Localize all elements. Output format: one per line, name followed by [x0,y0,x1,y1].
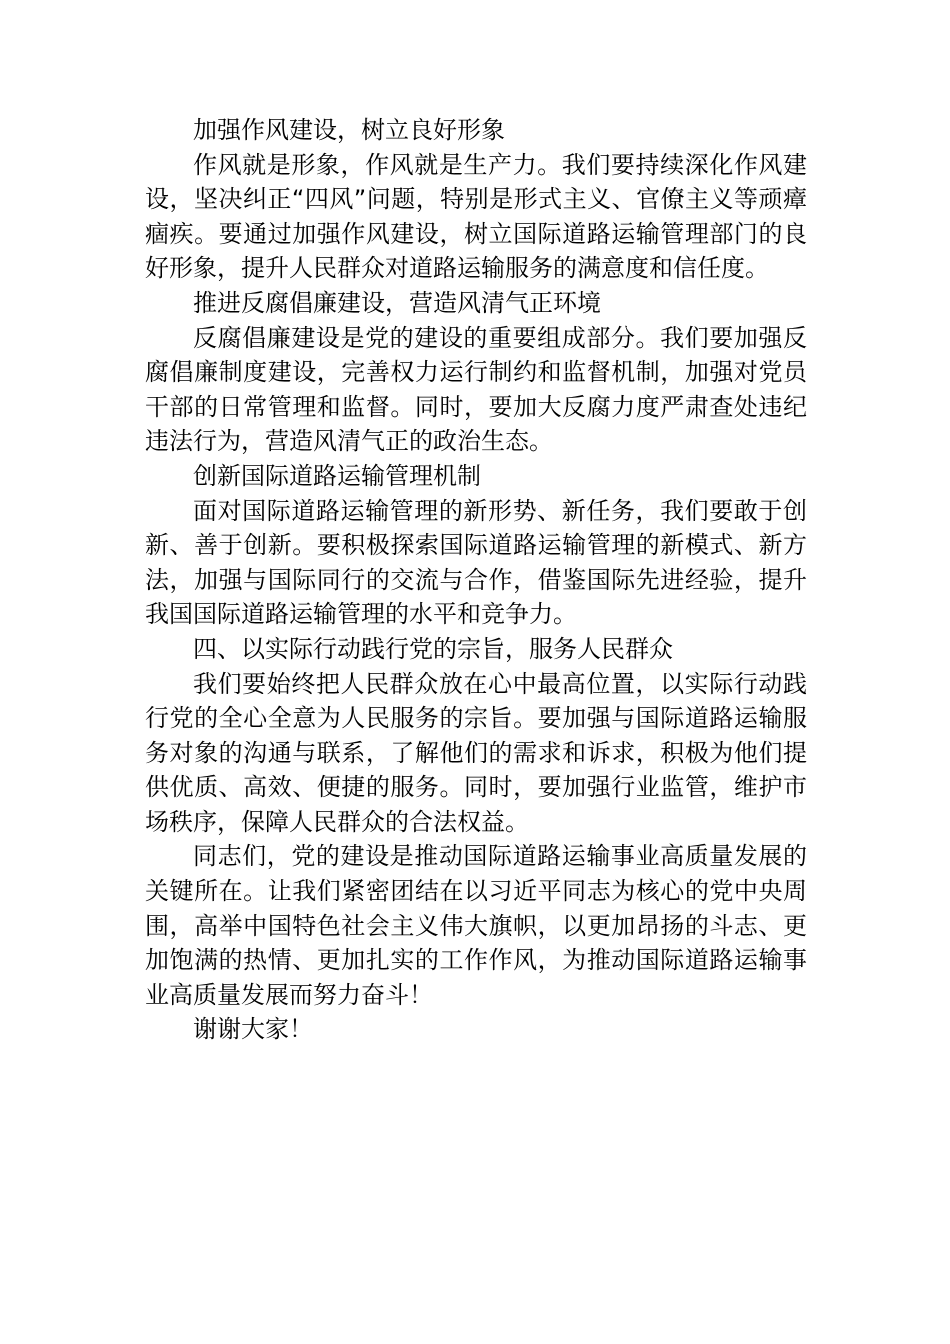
closing-thanks: 谢谢大家！ [193,1015,313,1044]
paragraph-serve-people: 我们要始终把人民群众放在心中最高位置，以实际行动践行党的全心全意为人民服务的宗旨。要加强与国际道路运输服务对象的沟通与联系，了解他们的需求和诉求，积极为他们提供优质、高效、便捷的服务。同时，要加强行业监管，维护市场秩序，保障人民群众的合法权益。 [145,669,807,836]
paragraph-innovation: 面对国际道路运输管理的新形势、新任务，我们要敢于创新、善于创新。要积极探索国际道路运输管理的新模式、新方法，加强与国际同行的交流与合作，借鉴国际先进经验，提升我国国际道路运输管理的水平和竞争力。 [145,496,807,629]
paragraph-style: 作风就是形象，作风就是生产力。我们要持续深化作风建设，坚决纠正“四风”问题，特别是形式主义、官僚主义等顽瘴痼疾。要通过加强作风建设，树立国际道路运输管理部门的良好形象，提升人民群众对道路运输服务的满意度和信任度。 [145,150,807,283]
section-heading-anticorruption: 推进反腐倡廉建设，营造风清气正环境 [193,288,601,317]
paragraph-closing: 同志们，党的建设是推动国际道路运输事业高质量发展的关键所在。让我们紧密团结在以习近平同志为核心的党中央周围，高举中国特色社会主义伟大旗帜，以更加昂扬的斗志、更加饱满的热情、更加扎实的工作作风，为推动国际道路运输事业高质量发展而努力奋斗！ [145,842,807,1009]
section-heading-style: 加强作风建设，树立良好形象 [193,116,505,144]
section-heading-innovation: 创新国际道路运输管理机制 [193,461,481,490]
paragraph-anticorruption: 反腐倡廉建设是党的建设的重要组成部分。我们要加强反腐倡廉制度建设，完善权力运行制约和监督机制，加强对党员干部的日常管理和监督。同时，要加大反腐力度严肃查处违纪违法行为，营造风清气正的政治生态。 [145,323,807,456]
document-page [145,113,807,1047]
section-heading-serve-people: 四、以实际行动践行党的宗旨，服务人民群众 [193,634,673,663]
